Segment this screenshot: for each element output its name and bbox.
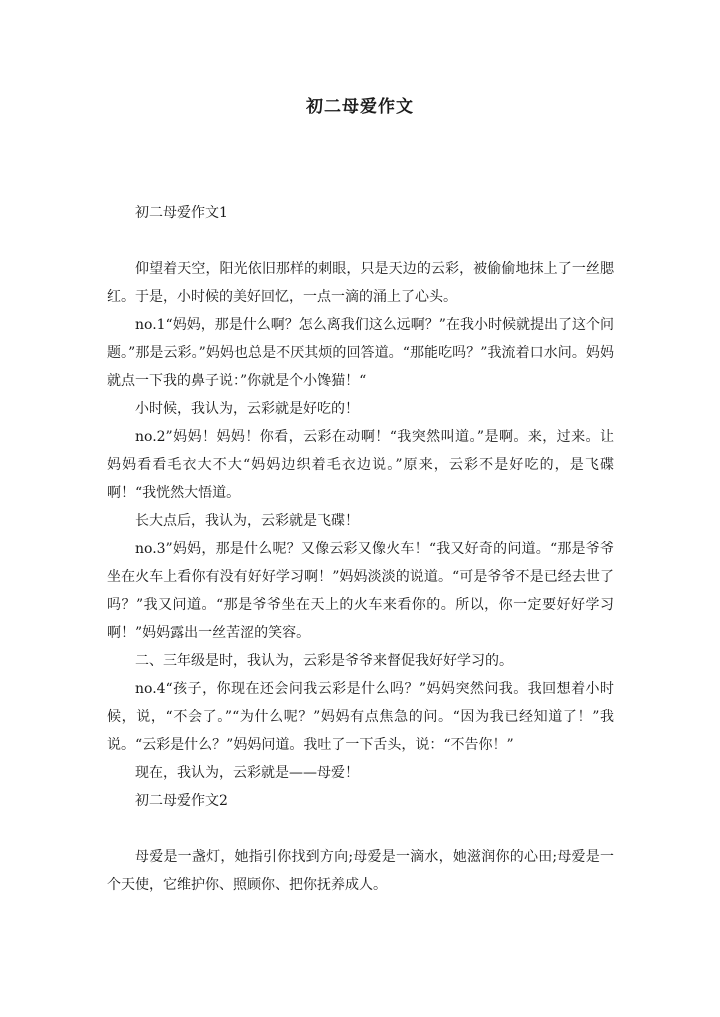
paragraph: 二、三年级是时，我认为，云彩是爷爷来督促我好好学习的。 bbox=[135, 653, 513, 669]
paragraph: no.3”妈妈，那是什么呢？又像云彩又像火车！“我又好奇的问道。“那是爷爷坐在火车上看你有没有好好学习啊！”妈妈淡淡的说道。“可是爷爷不是已经去世了吗？”我又问道。“那是爷爷坐在天上的火车来看你的。所以，你一定要好好学习啊！”妈妈露出一丝苦涩的笑容。 bbox=[107, 541, 614, 641]
section-2-heading: 初二母爱作文2 bbox=[135, 793, 228, 809]
paragraph: 小时候，我认为，云彩就是好吃的！ bbox=[135, 401, 359, 417]
paragraph: no.1“妈妈，那是什么啊？怎么离我们这么远啊？”在我小时候就提出了这个问题。”那是云彩。”妈妈也总是不厌其烦的回答道。“那能吃吗？”我流着口水问。妈妈就点一下我的鼻子说：”你就是个小馋猫！“ bbox=[107, 317, 614, 389]
section-1 bbox=[107, 199, 614, 899]
document-title: 初二母爱作文 bbox=[306, 97, 414, 117]
paragraph: no.2”妈妈！妈妈！你看，云彩在动啊！“我突然叫道。”是啊。来，过来。让妈妈看看毛衣大不大“妈妈边织着毛衣边说。”原来，云彩不是好吃的，是飞碟啊！“我恍然大悟道。 bbox=[107, 429, 614, 501]
paragraph: 长大点后，我认为，云彩就是飞碟！ bbox=[135, 513, 359, 529]
paragraph: 母爱是一盏灯，她指引你找到方向;母爱是一滴水，她滋润你的心田;母爱是一个天使，它维护你、照顾你、把你抚养成人。 bbox=[107, 849, 614, 893]
paragraph: 现在，我认为，云彩就是——母爱！ bbox=[135, 765, 359, 781]
paragraph: 仰望着天空，阳光依旧那样的刺眼，只是天边的云彩，被偷偷地抹上了一丝腮红。于是，小时候的美好回忆，一点一滴的涌上了心头。 bbox=[107, 261, 614, 305]
section-1-heading: 初二母爱作文1 bbox=[135, 205, 228, 221]
paragraph: no.4“孩子，你现在还会问我云彩是什么吗？”妈妈突然问我。我回想着小时候，说，“不会了。”“为什么呢？”妈妈有点焦急的问。“因为我已经知道了！”我说。“云彩是什么？”妈妈问道。我吐了一下舌头，说：“不告你！” bbox=[107, 681, 614, 753]
